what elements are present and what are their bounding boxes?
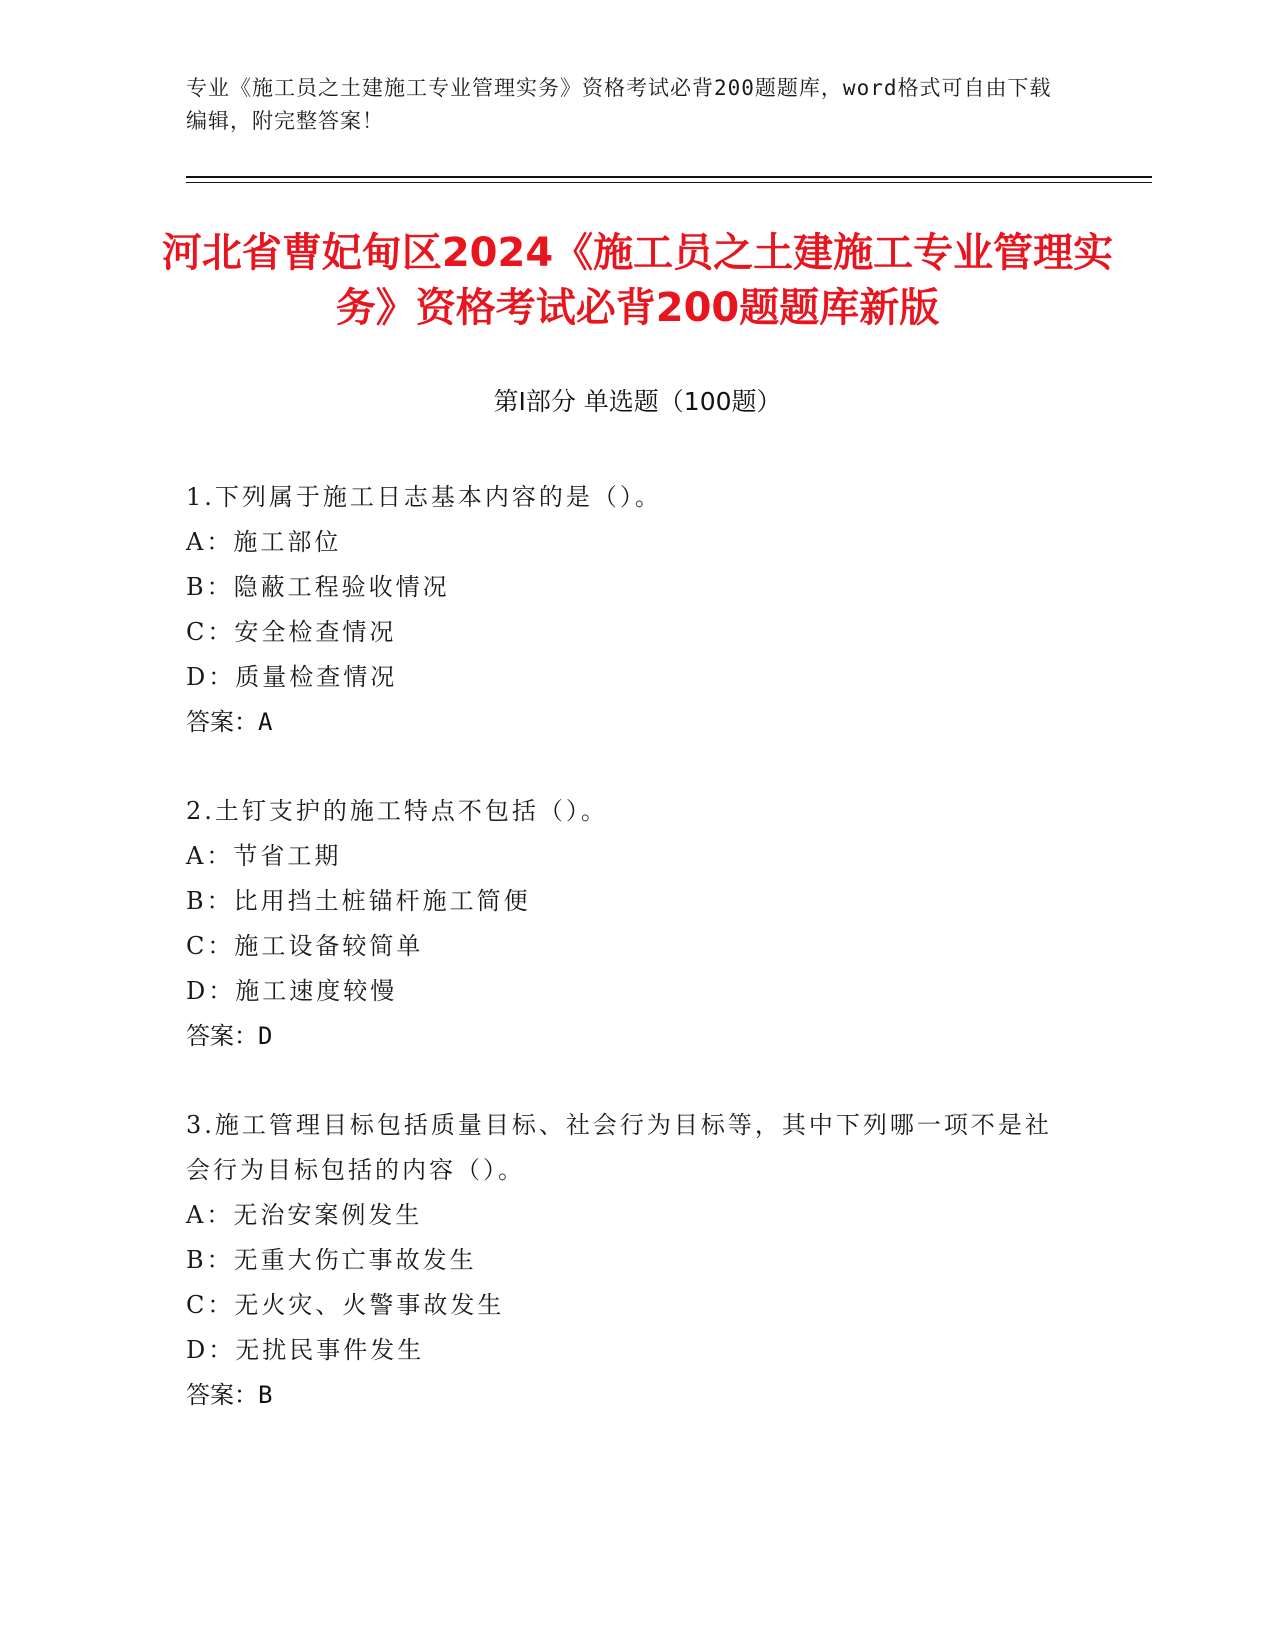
- question-3: [186, 1103, 1066, 1418]
- option-b: B：隐蔽工程验收情况: [186, 573, 450, 601]
- answer-label: 答案：: [186, 1381, 258, 1409]
- answer-value: A: [258, 708, 273, 736]
- option-c: C：安全检查情况: [186, 618, 397, 646]
- option-c: C：施工设备较简单: [186, 932, 424, 960]
- question-2: [186, 789, 1066, 1059]
- option-b: B：比用挡土桩锚杆施工简便: [186, 887, 531, 915]
- question-list: [186, 475, 1066, 1462]
- option-d: D：无扰民事件发生: [186, 1336, 425, 1364]
- option-d: D：质量检查情况: [186, 663, 398, 691]
- answer-line: [186, 1014, 1066, 1059]
- answer-value: D: [258, 1022, 273, 1050]
- answer-value: B: [258, 1381, 273, 1409]
- answer-label: 答案：: [186, 1022, 258, 1050]
- option-a: A：无治安案例发生: [186, 1201, 423, 1229]
- question-stem: 2.土钉支护的施工特点不包括（）。: [186, 797, 608, 825]
- question-1: [186, 475, 1066, 745]
- option-d: D：施工速度较慢: [186, 977, 398, 1005]
- header-divider-thick: [186, 176, 1152, 178]
- option-b: B：无重大伤亡事故发生: [186, 1246, 477, 1274]
- option-a: A：节省工期: [186, 842, 342, 870]
- answer-line: [186, 700, 1066, 745]
- question-stem: 3.施工管理目标包括质量目标、社会行为目标等，其中下列哪一项不是社会行为目标包括的内容（）。: [186, 1111, 1052, 1184]
- header-divider-thin: [186, 182, 1152, 183]
- document-title: 河北省曹妃甸区2024《施工员之土建施工专业管理实务》资格考试必背200题题库新版: [161, 230, 1114, 331]
- section-heading: 第Ⅰ部分 单选题（100题）: [493, 387, 782, 416]
- answer-line: [186, 1373, 1066, 1418]
- question-stem: 1.下列属于施工日志基本内容的是（）。: [186, 483, 662, 511]
- option-a: A：施工部位: [186, 528, 342, 556]
- header-note: 专业《施工员之土建施工专业管理实务》资格考试必背200题题库，word格式可自由下载编辑，附完整答案！: [186, 76, 1052, 133]
- option-c: C：无火灾、火警事故发生: [186, 1291, 505, 1319]
- answer-label: 答案：: [186, 708, 258, 736]
